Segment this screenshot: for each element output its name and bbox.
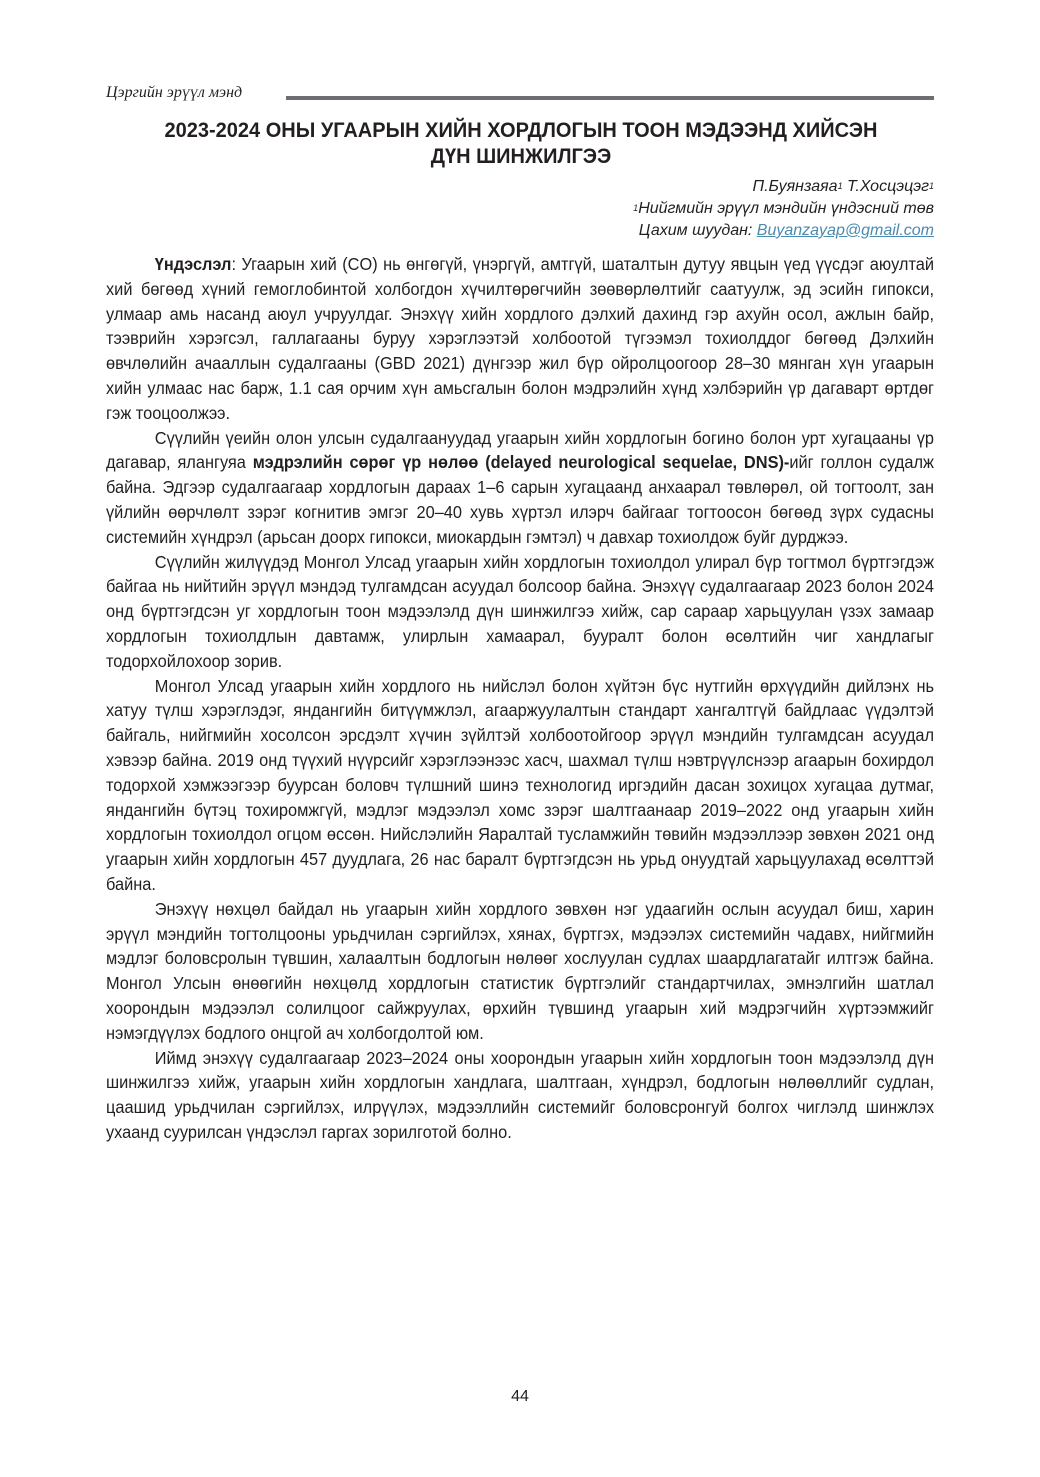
author-name: П.Буянзаяа xyxy=(752,178,838,195)
paragraph-text: : Угаарын хий (CO) нь өнгөгүй, үнэргүй, амтгүй, шаталтын дутуу явцын үед үүсдэг аюултай хий бөгөөд хүний гемоглобинтой холбогдон хүчилтөрөгчийн зөөвөрлөлтийг саатуулж, эд эсийн гипокси, улмаар амь насанд аюул учруулдаг. Энэхүү хийн хордлого дэлхий дахинд гэр ахуйн осол, ажлын байр, тээврийн хэрэгсэл, галлагааны буруу хэрэглээтэй холбоотой түгээмэл тохиолддог бөгөөд Дэлхийн өвчлөлийн ачааллын судалгааны (GBD 2021) дүнгээр жил бүр ойролцоогоор 28–30 мянган хүн угаарын хийн улмаас нас барж, 1.1 сая орчим хүн амьсгалын болон мэдрэлийн хүнд хэлбэрийн үр дагаварт өртдөг гэж тооцоолжээ. xyxy=(106,254,935,423)
author-line xyxy=(334,176,934,198)
paragraph-objective: Иймд энэхүү судалгаагаар 2023–2024 оны хоорондын угаарын хийн хордлогын тоон мэдээлэлд дүн шинжилгээ хийж, угаарын хийн хордлогын хандлага, шалтгаан, хүндрэл, бодлогын нөлөөллийг судлан, цаашид урьдчилан сэргийлэх, илрүүлэх, мэдээллийн системийг боловсронгуй болгох чиглэлд шинжлэх ухаанд суурилсан үндэслэл гаргах зорилготой болно. xyxy=(106,1047,935,1142)
email-line xyxy=(334,220,934,242)
email-label: Цахим шуудан: xyxy=(638,222,757,239)
title-line-2: ДҮН ШИНЖИЛГЭЭ xyxy=(430,144,612,168)
title-line-1: 2023-2024 ОНЫ УГААРЫН ХИЙН ХОРДЛОГЫН ТООН МЭДЭЭНД ХИЙСЭН xyxy=(164,118,878,142)
affiliation-marker: 1 xyxy=(633,203,639,213)
paragraph-text: Сүүлийн үеийн олон улсын судалгаануудад угаарын хийн хордлогын богино болон урт хугацааны үр дагавар, ялангуяа xyxy=(106,427,935,473)
affiliation-marker: 1 xyxy=(837,181,843,191)
paragraph-international-studies xyxy=(106,426,934,550)
email-link[interactable]: Buyanzayap@gmail.com xyxy=(756,222,934,239)
journal-name: Цэргийн эрүүл мэнд xyxy=(106,84,243,101)
emphasis-text: мэдрэлийн сөрөг үр нөлөө (delayed neurological sequelae, DNS)- xyxy=(252,452,790,473)
affiliation-line xyxy=(334,198,934,220)
author-name: Т.Хосцэцэг xyxy=(847,178,929,195)
header-rule-divider xyxy=(286,96,934,100)
affiliation: Нийгмийн эрүүл мэндийн үндэсний төв xyxy=(638,200,934,217)
section-label: Үндэслэл xyxy=(154,254,232,274)
article-title xyxy=(135,117,907,169)
paragraph-study-aim: Сүүлийн жилүүдэд Монгол Улсад угаарын хийн хордлогын тохиолдол улирал бүр тогтмол бүртгэгдэж байгаа нь нийтийн эрүүл мэндэд тулгамдсан асуудал болсоор байна. Энэхүү судалгаагаар 2023 болон 2024 онд бүртгэгдсэн уг хордлогын тоон мэдээлэлд дүн шинжилгээ хийж, сар сараар харьцуулан үзэх замаар хордлогын тохиолдлын давтамж, улирлын хамаарал, бууралт болон өсөлтийн чиг хандлагыг тодорхойлохоор зорив. xyxy=(106,551,935,671)
article-body xyxy=(106,252,934,1145)
paragraph-mongolia-context: Монгол Улсад угаарын хийн хордлого нь нийслэл болон хүйтэн бүс нутгийн өрхүүдийн дийлэнх нь хатуу түлш хэрэглэдэг, яндангийн битүүмжлэл, агааржуулалтын стандарт хангалтгүй байдлаас үүдэлтэй байгаль, нийгмийн хосолсон эрсдэлт хүчин зүйлтэй холбоотойгоор эрүүл мэндийн тулгамдсан асуудал хэвээр байна. 2019 онд түүхий нүүрсийг хэрэглээнээс хасч, шахмал түлш нэвтрүүлснээр агаарын бохирдол тодорхой хэмжээгээр буурсан боловч түлшний шинэ технологид иргэдийн дасан зохицох хугацаа дутмаг, яндангийн бүтэц тохиромжгүй, мэдлэг мэдээлэл хомс зэрэг шалтгаанаар 2019–2022 онд угаарын хийн хордлогын тохиолдол огцом өссөн. Нийслэлийн Яаралтай тусламжийн төвийн мэдээллээр зөвхөн 2021 онд угаарын хийн хордлогын 457 дуудлага, 26 нас баралт бүртгэгдсэн нь урьд онуудтай харьцуулахад өсөлттэй байна. xyxy=(106,675,935,894)
affiliation-marker: 1 xyxy=(928,181,934,191)
author-block xyxy=(334,176,934,242)
paragraph-system-issues: Энэхүү нөхцөл байдал нь угаарын хийн хордлого зөвхөн нэг удаагийн ослын асуудал биш, харин эрүүл мэндийн тогтолцооны урьдчилан сэргийлэх, хянах, бүртгэх, мэдээлэх системийн чадавх, нийгмийн мэдлэг боловсролын түвшин, халаалтын бодлогын нөлөөг хослуулан судлах шаардлагатайг илтгэж байна. Монгол Улсын өнөөгийн нөхцөлд хордлогын статистик бүртгэлийг стандартчилах, эмнэлгийн шатлал хоорондын мэдээлэл солилцоог сайжруулах, өрхийн түвшинд угаарын хий мэдрэгчийн хүртээмжийг нэмэгдүүлэх бодлого онцгой ач холбогдолтой юм. xyxy=(106,898,935,1043)
running-head xyxy=(106,84,936,104)
paragraph-background xyxy=(106,252,934,426)
paragraph-text: ийг голлон судалж байна. Эдгээр судалгаагаар хордлогын дараах 1–6 сарын хугацаанд анхаарал төвлөрөл, ой тогтоолт, зан үйлийн өөрчлөлт зэрэг когнитив эмгэг 20–40 хувь хүртэл илэрч байгааг тогтоосон бөгөөд зүрх судасны системийн хүндрэл (арьсан доорх гипокси, миокардын гэмтэл) ч давхар тохиолдож буйг дурджээ. xyxy=(106,452,935,547)
page-number: 44 xyxy=(511,1388,529,1405)
